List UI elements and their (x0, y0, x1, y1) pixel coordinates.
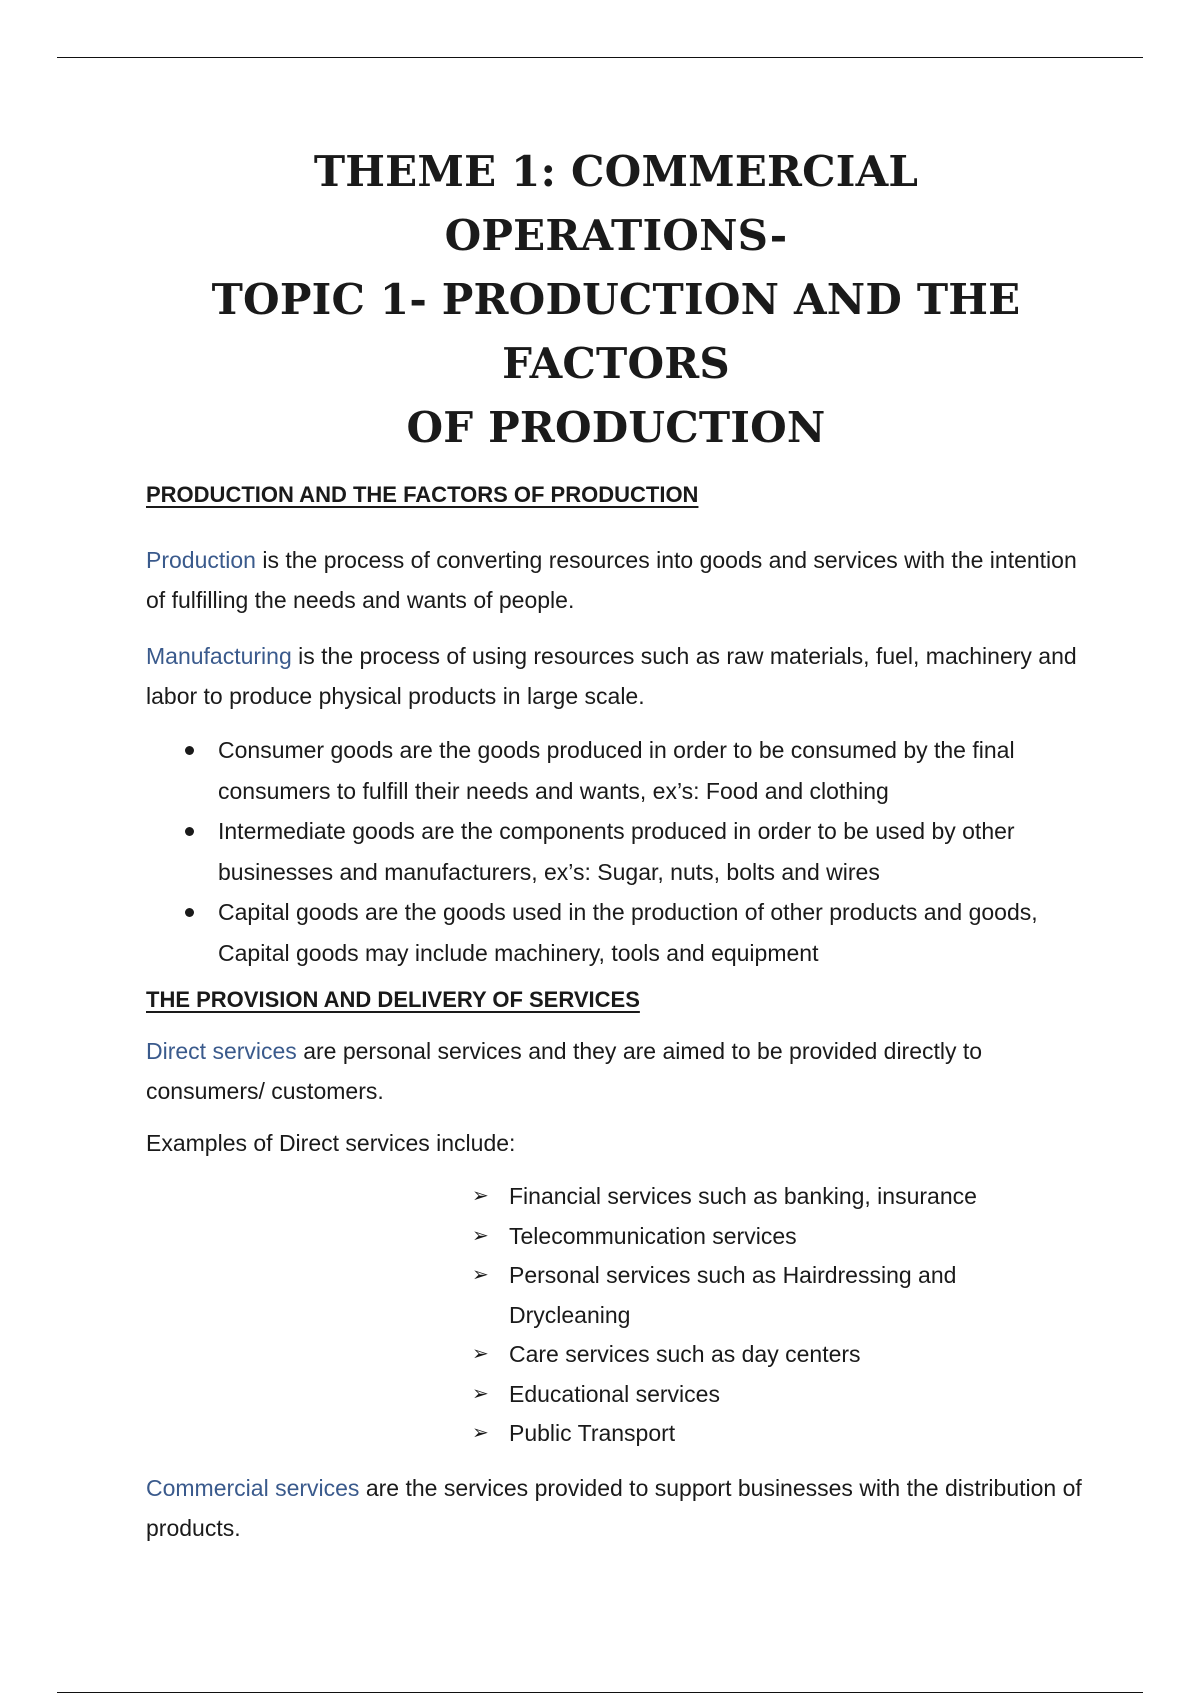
goods-item-consumer: Consumer goods are the goods produced in order to be consumed by the final consumers to fulfill their needs and wants, ex’s: Food and clothing (218, 737, 1015, 804)
term-commercial-services: Commercial services (146, 1474, 360, 1501)
list-item (146, 811, 1086, 892)
document-body (146, 140, 1086, 1548)
goods-list (146, 730, 1086, 973)
list-item: ➢ Care services such as day centers (472, 1335, 1032, 1375)
commercial-services-definition (146, 1468, 1086, 1548)
list-item: ➢ Personal services such as Hairdressing and Drycleaning (472, 1256, 1032, 1335)
production-definition (146, 540, 1086, 620)
arrow-bullet-icon: ➢ (472, 1422, 489, 1444)
goods-item-capital: Capital goods are the goods used in the production of other products and goods, Capital goods may include machinery, tools and equipment (218, 899, 1038, 966)
direct-services-examples (472, 1177, 1032, 1454)
list-item (146, 730, 1086, 811)
list-item: ➢ Financial services such as banking, insurance (472, 1177, 1032, 1217)
bottom-rule (57, 1692, 1143, 1693)
term-production: Production (146, 547, 256, 573)
title-line-1: THEME 1: COMMERCIAL OPERATIONS- (313, 147, 919, 260)
list-item: ➢ Telecommunication services (472, 1217, 1032, 1257)
title-line-2: TOPIC 1- PRODUCTION AND THE FACTORS (211, 275, 1021, 388)
title-line-3: OF PRODUCTION (406, 403, 826, 452)
arrow-bullet-icon: ➢ (472, 1343, 489, 1365)
bullet-dot-icon (185, 746, 194, 755)
page-title (146, 140, 1086, 460)
top-rule (57, 57, 1143, 58)
arrow-bullet-icon: ➢ (472, 1264, 489, 1286)
section-heading-production: PRODUCTION AND THE FACTORS OF PRODUCTION (146, 482, 699, 507)
list-item: ➢ Educational services (472, 1375, 1032, 1415)
production-definition-text: is the process of converting resources into goods and services with the intention of fulfilling the needs and wants of people. (146, 547, 1077, 613)
manufacturing-definition (146, 636, 1086, 716)
term-direct-services: Direct services (146, 1038, 297, 1064)
term-manufacturing: Manufacturing (146, 643, 292, 669)
direct-services-definition-text: are personal services and they are aimed to be provided directly to consumers/ customers. (146, 1038, 983, 1104)
manufacturing-definition-text: is the process of using resources such as raw materials, fuel, machinery and labor to produce physical products in large scale. (146, 643, 1077, 709)
list-item: ➢ Public Transport (472, 1414, 1032, 1454)
examples-intro: Examples of Direct services include: (146, 1130, 516, 1156)
bullet-dot-icon (185, 827, 194, 836)
arrow-bullet-icon: ➢ (472, 1185, 489, 1207)
arrow-bullet-icon: ➢ (472, 1382, 489, 1405)
section-heading-services: THE PROVISION AND DELIVERY OF SERVICES (146, 987, 640, 1012)
list-item (146, 892, 1086, 973)
commercial-services-definition-text: are the services provided to support businesses with the distribution of products. (146, 1474, 1082, 1541)
bullet-dot-icon (185, 908, 194, 917)
direct-services-definition (146, 1031, 1086, 1111)
goods-item-intermediate: Intermediate goods are the components produced in order to be used by other businesses and manufacturers, ex’s: Sugar, nuts, bolts and wires (218, 818, 1015, 885)
arrow-bullet-icon: ➢ (472, 1224, 489, 1247)
